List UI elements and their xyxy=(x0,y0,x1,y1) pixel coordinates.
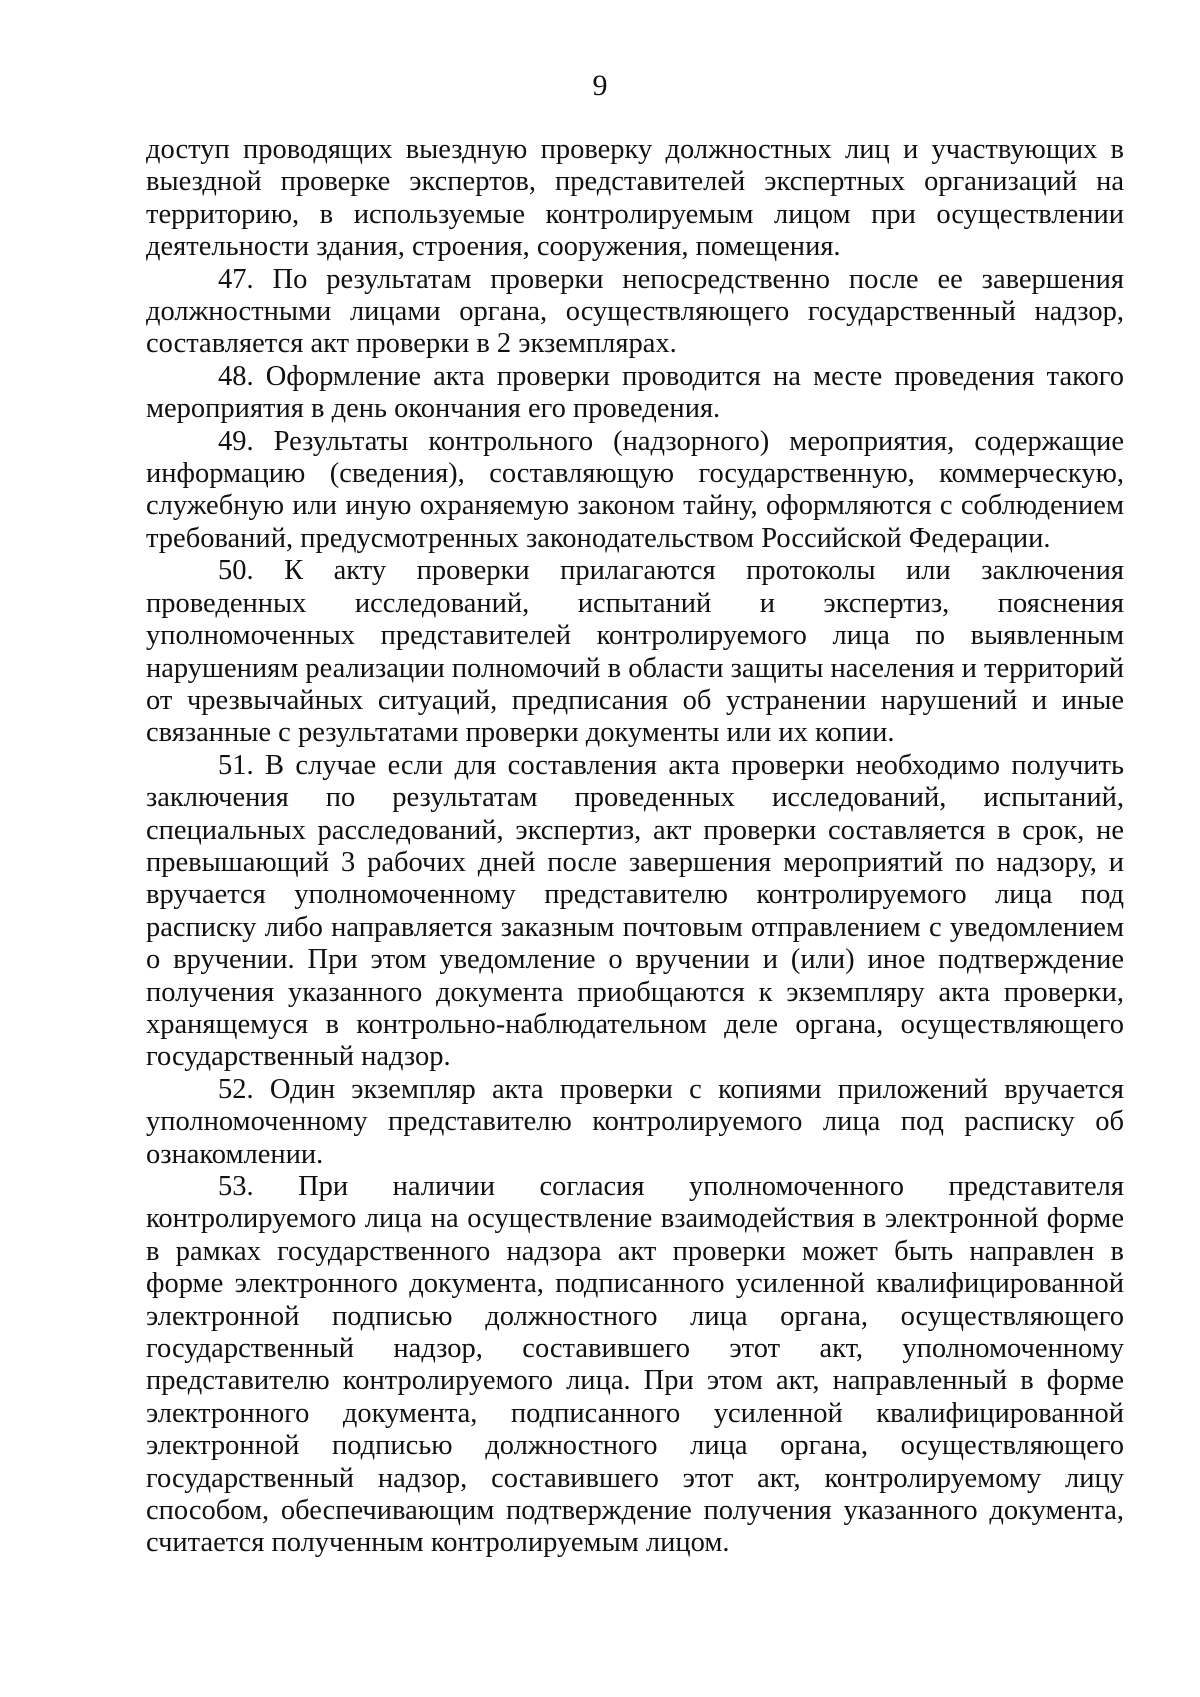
page-number: 9 xyxy=(592,69,608,102)
paragraph-51: 51. В случае если для составления акта проверки необходимо получить заключения по результатам проведенных исследований, испытаний, специальных расследований, экспертиз, акт проверки составляется в срок, не превышающий 3 рабочих дней после завершения мероприятий по надзору, и вручается уполномоченному представителю контролируемого лица под расписку либо направляется заказным почтовым отправлением с уведомлением о вручении. При этом уведомление о вручении и (или) иное подтверждение получения указанного документа приобщаются к экземпляру акта проверки, хранящемуся в контрольно-наблюдательном деле органа, осуществляющего государственный надзор. xyxy=(146,749,1124,1073)
paragraph-47: 47. По результатам проверки непосредственно после ее завершения должностными лицами органа, осуществляющего государственный надзор, составляется акт проверки в 2 экземплярах. xyxy=(146,263,1124,360)
paragraph-53: 53. При наличии согласия уполномоченного представителя контролируемого лица на осуществление взаимодействия в электронной форме в рамках государственного надзора акт проверки может быть направлен в форме электронного документа, подписанного усиленной квалифицированной электронной подписью должностного лица органа, осуществляющего государственный надзор, составившего этот акт, уполномоченному представителю контролируемого лица. При этом акт, направленный в форме электронного документа, подписанного усиленной квалифицированной электронной подписью должностного лица органа, осуществляющего государственный надзор, составившего этот акт, контролируемому лицу способом, обеспечивающим подтверждение получения указанного документа, считается полученным контролируемым лицом. xyxy=(146,1171,1124,1559)
paragraph-50: 50. К акту проверки прилагаются протоколы или заключения проведенных исследований, испытаний и экспертиз, пояснения уполномоченных представителей контролируемого лица по выявленным нарушениям реализации полномочий в области защиты населения и территорий от чрезвычайных ситуаций, предписания об устранении нарушений и иные связанные с результатами проверки документы или их копии. xyxy=(146,555,1124,749)
paragraph-52: 52. Один экземпляр акта проверки с копиями приложений вручается уполномоченному представителю контролируемого лица под расписку об ознакомлении. xyxy=(146,1073,1124,1170)
document-body xyxy=(146,134,1124,1560)
paragraph-49: 49. Результаты контрольного (надзорного) мероприятия, содержащие информацию (сведения), составляющую государственную, коммерческую, служебную или иную охраняемую законом тайну, оформляются с соблюдением требований, предусмотренных законодательством Российской Федерации. xyxy=(146,425,1124,554)
paragraph-48: 48. Оформление акта проверки проводится на месте проведения такого мероприятия в день окончания его проведения. xyxy=(146,360,1124,425)
paragraph-continuation: доступ проводящих выездную проверку должностных лиц и участвующих в выездной проверке экспертов, представителей экспертных организаций на территорию, в используемые контролируемым лицом при осуществлении деятельности здания, строения, сооружения, помещения. xyxy=(146,134,1124,263)
